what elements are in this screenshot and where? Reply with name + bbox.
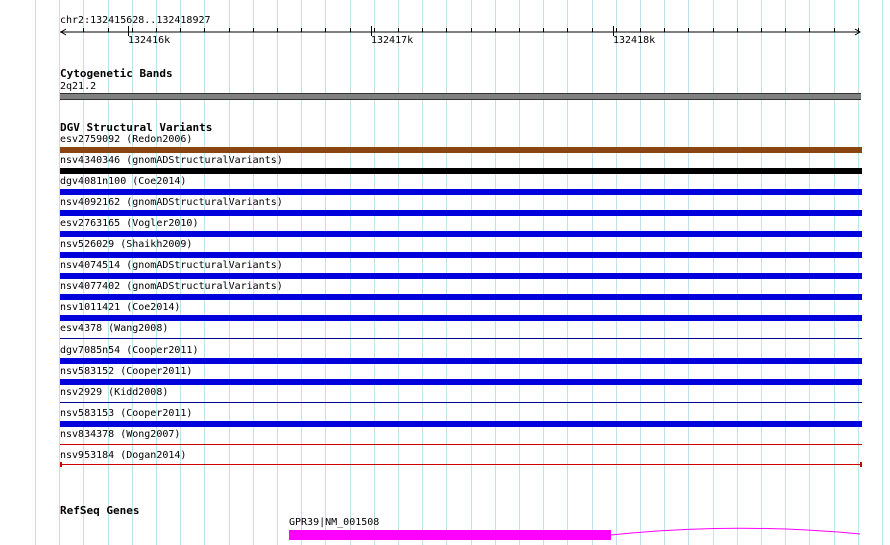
variant-label: nsv526029 (Shaikh2009)	[60, 239, 193, 250]
variant-bar[interactable]	[60, 189, 862, 195]
variant-label: nsv583153 (Cooper2011)	[60, 408, 193, 419]
variant-label: esv2763165 (Vogler2010)	[60, 218, 199, 229]
variant-bar-line	[62, 464, 860, 465]
variant-label: nsv4092162 (gnomADStructuralVariants)	[60, 197, 283, 208]
variant-bar[interactable]	[60, 315, 862, 321]
variant-bar[interactable]	[60, 379, 862, 385]
variant-bar[interactable]	[60, 252, 862, 258]
ruler-tick-label: 132416k	[128, 35, 171, 46]
gene-exon[interactable]	[289, 530, 611, 540]
variant-bar[interactable]	[60, 358, 862, 364]
ruler-tick-label: 132417k	[371, 35, 414, 46]
gene-intron	[610, 524, 862, 540]
variant-bar[interactable]	[60, 462, 862, 467]
variant-bar[interactable]	[60, 168, 862, 174]
ruler-location: chr2:132415628..132418927	[60, 15, 211, 26]
variant-bar[interactable]	[60, 402, 862, 403]
variant-label: nsv4077402 (gnomADStructuralVariants)	[60, 281, 283, 292]
variant-bar[interactable]	[60, 210, 862, 216]
ruler-tick-label: 132418k	[613, 35, 656, 46]
variant-bar[interactable]	[60, 444, 862, 445]
dgv-track-title: DGV Structural Variants	[60, 121, 213, 134]
variant-label: esv4378 (Wang2008)	[60, 323, 169, 334]
cytoband-label: 2q21.2	[60, 81, 97, 92]
variant-bar[interactable]	[60, 147, 862, 153]
variant-bar[interactable]	[60, 421, 862, 427]
cytoband-bar[interactable]	[60, 93, 861, 100]
variant-bar[interactable]	[60, 294, 862, 300]
variant-label: nsv953184 (Dogan2014)	[60, 450, 187, 461]
variant-label: nsv2929 (Kidd2008)	[60, 387, 169, 398]
variant-label: nsv4074514 (gnomADStructuralVariants)	[60, 260, 283, 271]
variant-label: nsv583152 (Cooper2011)	[60, 366, 193, 377]
variant-bar[interactable]	[60, 231, 862, 237]
refseq-track-title: RefSeq Genes	[60, 504, 140, 517]
gene-label: GPR39|NM_001508	[289, 517, 380, 528]
variant-label: dgv7085n54 (Cooper2011)	[60, 345, 199, 356]
variant-bar[interactable]	[60, 273, 862, 279]
variant-label: nsv834378 (Wong2007)	[60, 429, 181, 440]
variant-bar[interactable]	[60, 338, 862, 339]
variant-label: dgv4081n100 (Coe2014)	[60, 176, 187, 187]
variant-label: nsv4340346 (gnomADStructuralVariants)	[60, 155, 283, 166]
cytoband-track-title: Cytogenetic Bands	[60, 67, 173, 80]
variant-label: esv2759092 (Redon2006)	[60, 134, 193, 145]
variant-label: nsv1011421 (Coe2014)	[60, 302, 181, 313]
